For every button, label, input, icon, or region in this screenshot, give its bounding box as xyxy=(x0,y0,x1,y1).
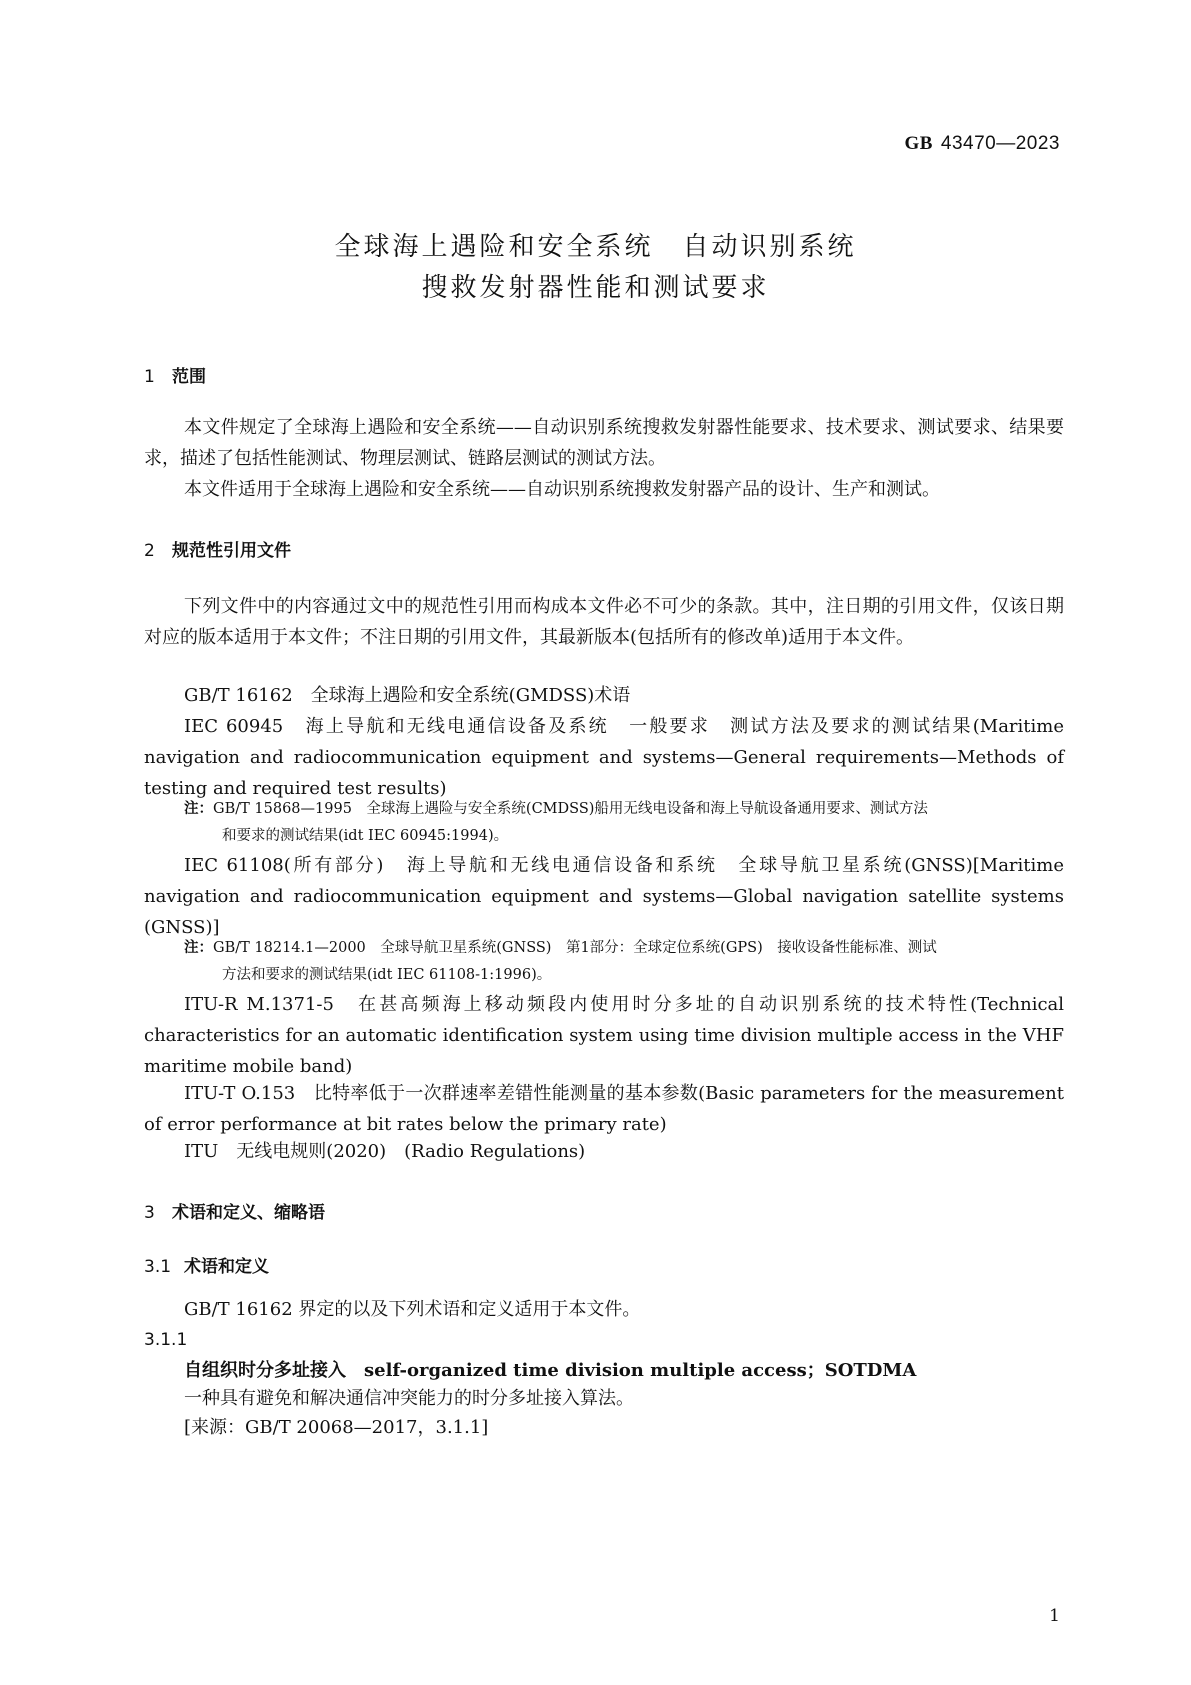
term-name: 自组织时分多址接入 self-organized time division multiple access；SOTDMA xyxy=(184,1360,917,1381)
title-line-1: 全球海上遇险和安全系统 自动识别系统 xyxy=(334,232,857,262)
term-source: [来源：GB/T 20068—2017，3.1.1] xyxy=(184,1417,489,1438)
reference-item: ITU 无线电规则(2020) (Radio Regulations) xyxy=(184,1141,586,1162)
reference-item: IEC 60945 海上导航和无线电通信设备及系统 一般要求 测试方法及要求的测试结果(Maritime navigation and radiocommunication equipment and systems—General requirements—Methods of testing and required test results) xyxy=(144,716,1065,799)
section-3-heading: 3 术语和定义、缩略语 xyxy=(144,1203,325,1223)
standard-number: GB 43470—2023 xyxy=(904,133,1060,154)
term-definition: 一种具有避免和解决通信冲突能力的时分多址接入算法。 xyxy=(184,1388,634,1409)
section-2-intro: 下列文件中的内容通过文中的规范性引用而构成本文件必不可少的条款。其中，注日期的引用文件，仅该日期对应的版本适用于本文件；不注日期的引用文件，其最新版本(包括所有的修改单)适用于本文件。 xyxy=(144,596,1064,648)
reference-item: ITU-R M.1371-5 在甚高频海上移动频段内使用时分多址的自动识别系统的技术特性(Technical characteristics for an automatic identification system using time division multiple access in the VHF maritime mobile band) xyxy=(144,994,1065,1077)
page-number: 1 xyxy=(1049,1606,1060,1626)
section-3-1-intro: GB/T 16162 界定的以及下列术语和定义适用于本文件。 xyxy=(184,1299,641,1320)
section-1-heading: 1 范围 xyxy=(144,367,206,387)
title-line-2: 搜救发射器性能和测试要求 xyxy=(421,273,770,303)
reference-note: 注：GB/T 15868—1995 全球海上遇险与安全系统(CMDSS)船用无线电设备和海上导航设备通用要求、测试方法 和要求的测试结果(idt IEC 60945:1994)。 xyxy=(184,801,928,844)
section-2-heading: 2 规范性引用文件 xyxy=(144,541,291,561)
reference-item: ITU-T O.153 比特率低于一次群速率差错性能测量的基本参数(Basic parameters for the measurement of error performance at bit rates below the primary rate) xyxy=(144,1083,1064,1135)
section-3-1-heading: 3.1 术语和定义 xyxy=(144,1257,269,1277)
reference-item: GB/T 16162 全球海上遇险和安全系统(GMDSS)术语 xyxy=(184,685,631,706)
reference-item: IEC 61108(所有部分) 海上导航和无线电通信设备和系统 全球导航卫星系统(GNSS)[Maritime navigation and radiocommunication equipment and systems—Global navigation satellite systems (GNSS)] xyxy=(144,855,1065,938)
term-number: 3.1.1 xyxy=(144,1330,188,1350)
section-1-paragraph-2: 本文件适用于全球海上遇险和安全系统——自动识别系统搜救发射器产品的设计、生产和测试。 xyxy=(184,479,940,500)
section-1-paragraph-1: 本文件规定了全球海上遇险和安全系统——自动识别系统搜救发射器性能要求、技术要求、测试要求、结果要求，描述了包括性能测试、物理层测试、链路层测试的测试方法。 xyxy=(144,417,1064,469)
reference-note: 注：GB/T 18214.1—2000 全球导航卫星系统(GNSS) 第1部分：全球定位系统(GPS) 接收设备性能标准、测试 方法和要求的测试结果(idt IEC 61108-1:1996)。 xyxy=(184,940,937,983)
